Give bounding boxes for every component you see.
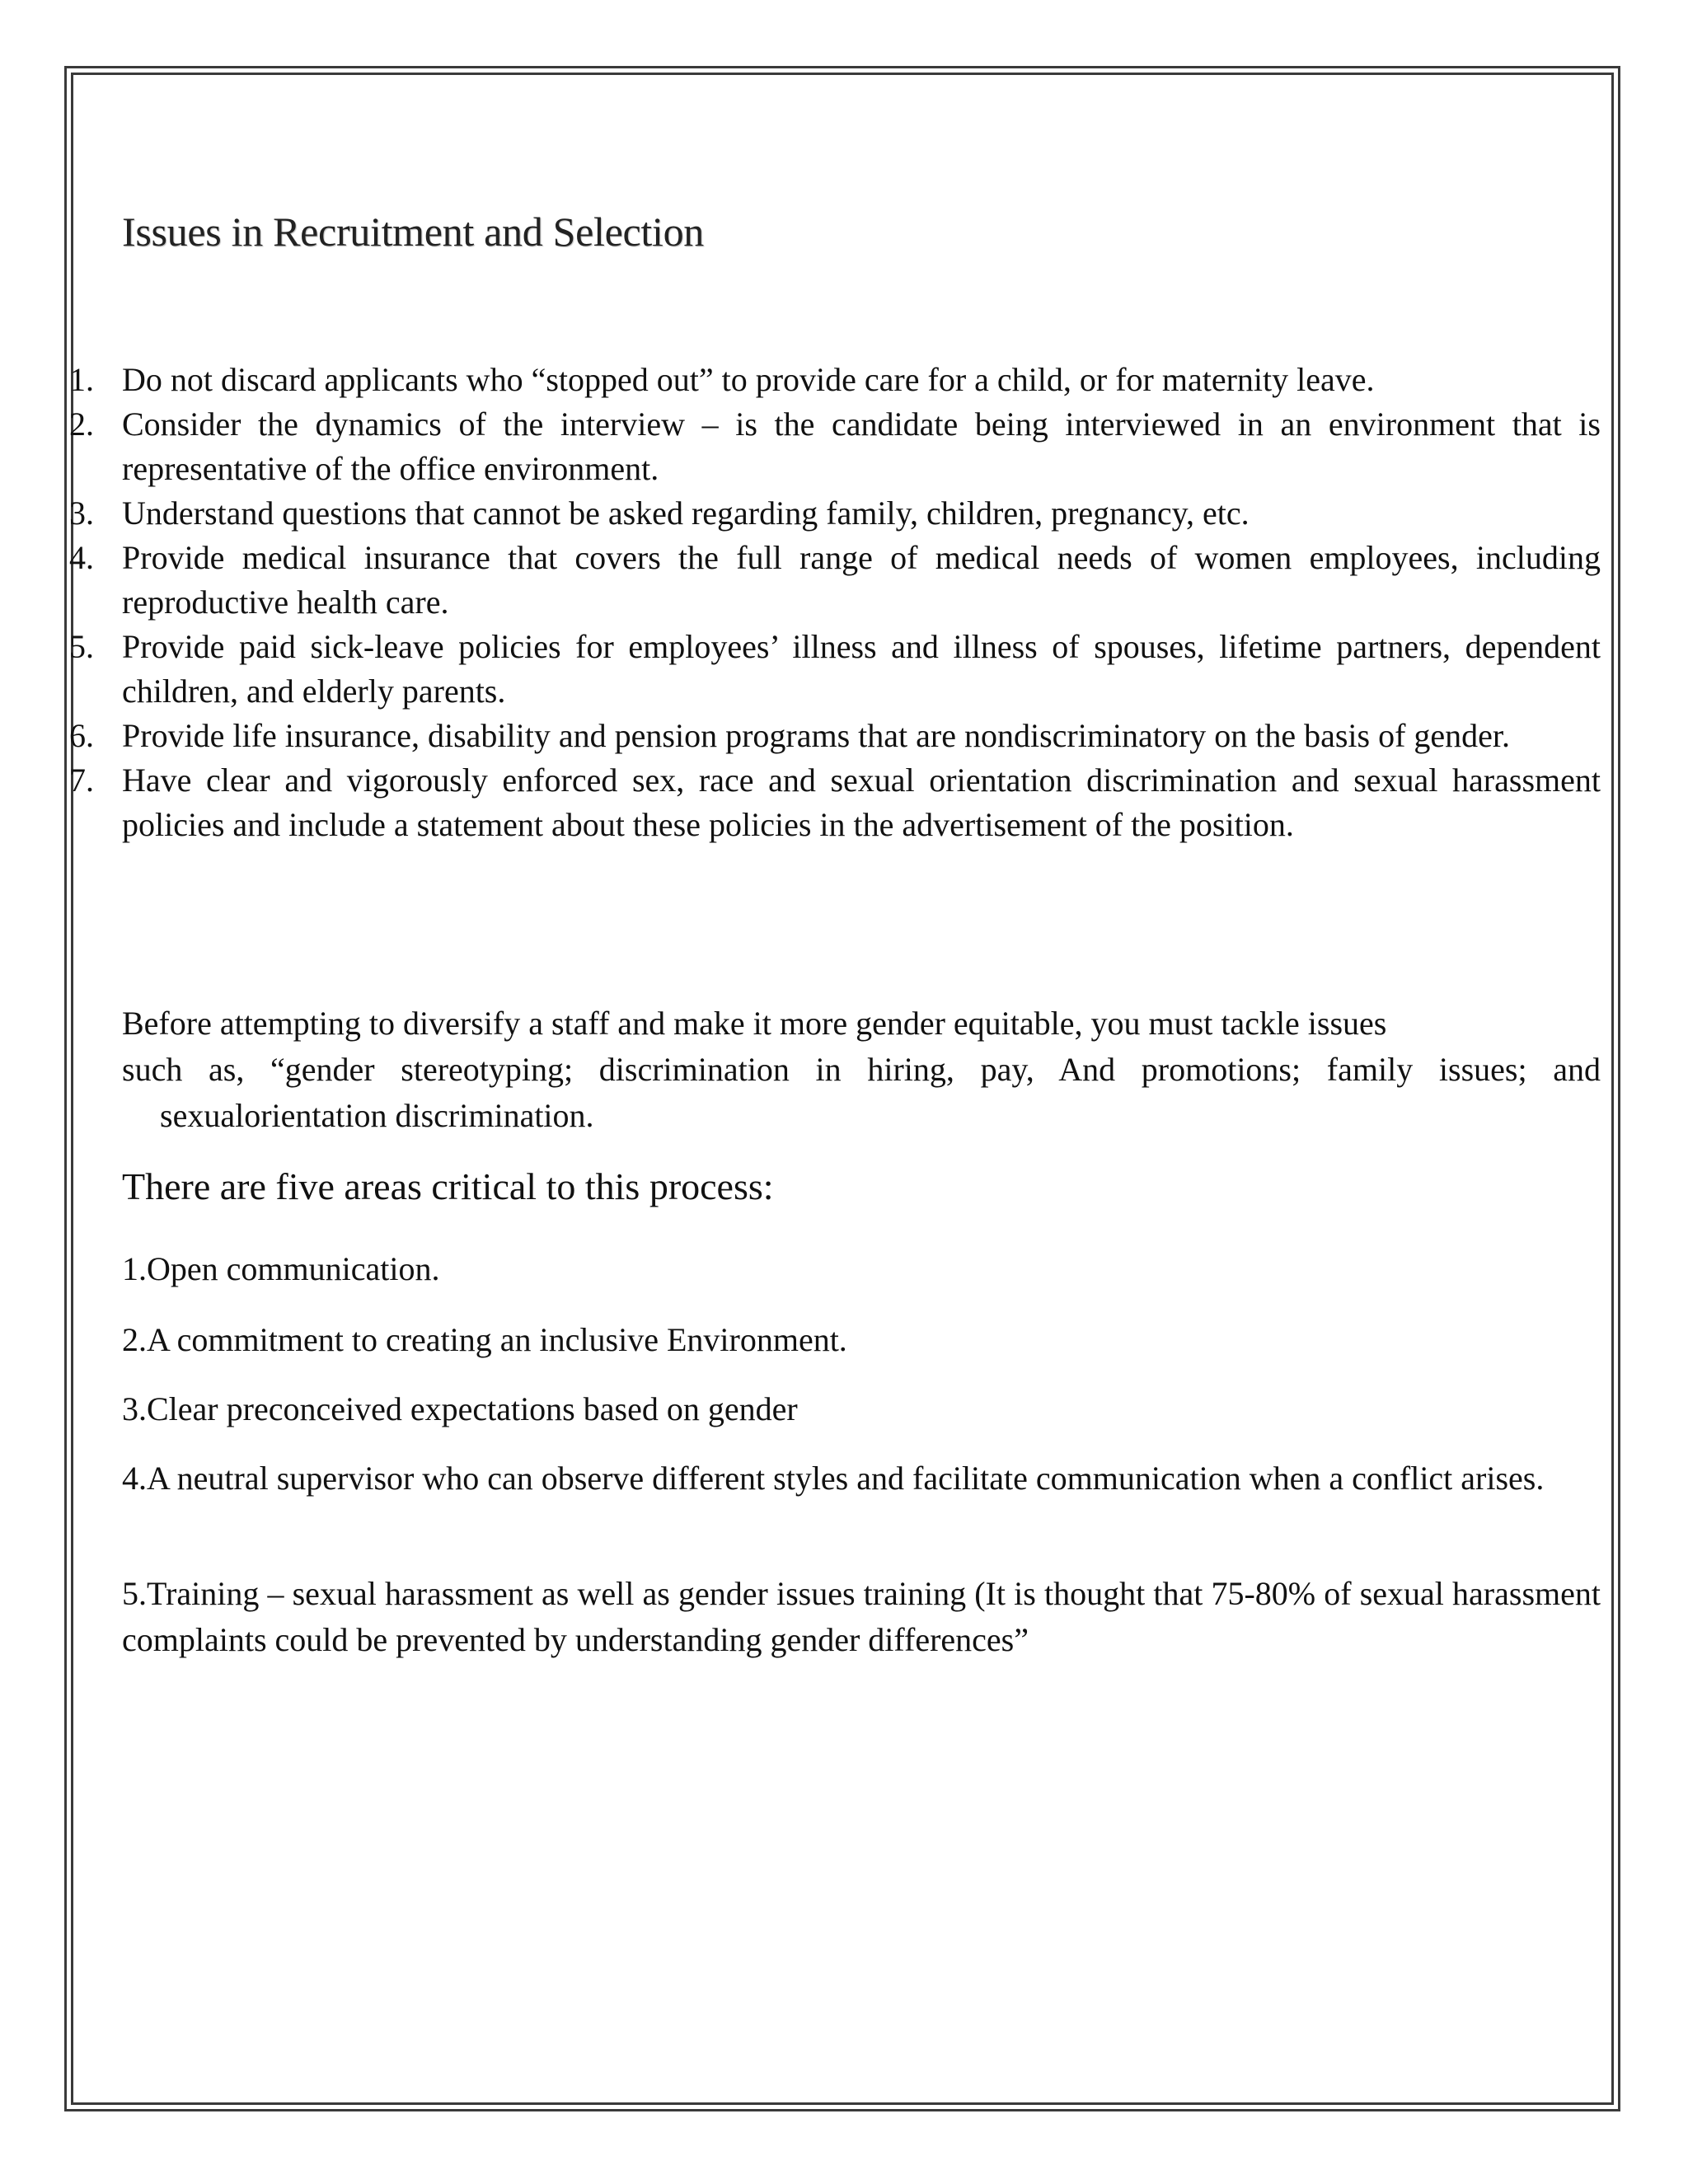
issue-number: 7. xyxy=(69,762,94,799)
issue-item-6 xyxy=(69,714,1601,758)
issue-number: 5. xyxy=(69,628,94,665)
areas-intro: There are five areas critical to this process: xyxy=(122,1165,774,1207)
area-item-1: 1.Open communication. xyxy=(122,1250,440,1287)
issue-text: Understand questions that cannot be asked regarding family, children, pregnancy, etc. xyxy=(122,494,1250,532)
issue-number: 4. xyxy=(69,539,94,576)
issue-item-1 xyxy=(69,358,1601,402)
issue-text: Do not discard applicants who “stopped out” to provide care for a child, or for maternity leave. xyxy=(122,361,1375,398)
area-item-2: 2.A commitment to creating an inclusive Environment. xyxy=(122,1321,847,1358)
issue-text: Provide paid sick-leave policies for employees’ illness and illness of spouses, lifetime partners, dependent children, and elderly parents. xyxy=(122,628,1601,710)
area-item-4: 4.A neutral supervisor who can observe different styles and facilitate communication when a conflict arises. xyxy=(122,1460,1545,1497)
issue-item-5 xyxy=(69,625,1601,714)
diversify-paragraph xyxy=(122,1001,1601,1139)
issue-item-7 xyxy=(69,758,1601,847)
area-item-5: 5.Training – sexual harassment as well as gender issues training (It is thought that 75-80% of sexual harassment complaints could be prevented by understanding gender differences” xyxy=(122,1575,1601,1658)
page-title: Issues in Recruitment and Selection xyxy=(122,209,705,255)
issue-text: Have clear and vigorously enforced sex, race and sexual orientation discrimination and sexual harassment policies and include a statement about these policies in the advertisement of the position. xyxy=(122,762,1601,843)
issue-number: 6. xyxy=(69,717,94,754)
area-item-3: 3.Clear preconceived expectations based on gender xyxy=(122,1390,798,1427)
issue-item-2 xyxy=(69,402,1601,491)
diversify-line-2: such as, “gender stereotyping; discrimination in hiring, pay, And promotions; family issues; and xyxy=(122,1051,1601,1088)
issue-number: 3. xyxy=(69,494,94,532)
issue-item-4 xyxy=(69,536,1601,625)
issue-number: 1. xyxy=(69,361,94,398)
issue-text: Provide medical insurance that covers the full range of medical needs of women employees, including reproductive health care. xyxy=(122,539,1601,621)
issue-number: 2. xyxy=(69,405,94,443)
issues-list xyxy=(69,358,1601,847)
issue-item-3 xyxy=(69,491,1601,536)
issue-text: Consider the dynamics of the interview – is the candidate being interviewed in an environment that is representative of the office environment. xyxy=(122,405,1601,487)
diversify-line-1: Before attempting to diversify a staff and make it more gender equitable, you must tackle issues xyxy=(122,1005,1387,1042)
issue-text: Provide life insurance, disability and pension programs that are nondiscriminatory on the basis of gender. xyxy=(122,717,1511,754)
diversify-line-3: sexualorientation discrimination. xyxy=(160,1097,594,1134)
